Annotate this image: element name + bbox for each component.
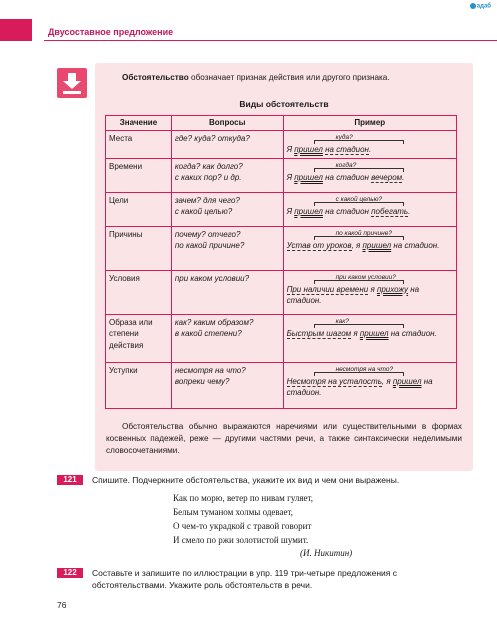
questions-cell [171, 362, 283, 408]
question-line: вопреки чему? [174, 377, 230, 386]
question-arrow-icon [314, 236, 404, 240]
exercise-number: 122 [57, 568, 83, 578]
table-row [106, 131, 457, 159]
table-row [106, 192, 457, 226]
poem-line: Как по морю, ветер по нивам гуляет, [173, 493, 314, 503]
example-cell [283, 192, 456, 226]
question-label: когда? [335, 161, 357, 169]
question-arrow-icon [314, 202, 404, 206]
questions-cell [171, 314, 283, 362]
meaning-cell: Условия [106, 270, 172, 314]
header-accent-bar [0, 19, 32, 41]
example-fragment: , я [351, 240, 363, 250]
meaning-cell: Образа или степени действия [106, 314, 172, 362]
questions-cell [171, 158, 283, 192]
question-line: по какой причине? [174, 241, 245, 250]
table-row [106, 314, 457, 362]
example-fragment: Устав от уроков [286, 240, 352, 250]
rule-intro: Обстоятельство обозначает признак действия или другого признака. [122, 73, 390, 82]
question-label: как? [335, 317, 349, 325]
question-label: по какой причине? [335, 229, 392, 237]
table-row [106, 226, 457, 270]
example-fragment: Быстрым шагом [286, 328, 352, 338]
example-fragment: . [402, 172, 405, 182]
question-arrow-icon [314, 324, 404, 328]
question-line: почему? отчего? [174, 229, 241, 239]
example-fragment: пришел [294, 172, 323, 182]
meaning-cell: Цели [106, 192, 172, 226]
poem-line: И смело по ржи золотистой шумит. [173, 535, 309, 545]
poem [173, 491, 313, 547]
example-fragment: , я [381, 376, 393, 386]
question-label: несмотря на что? [335, 365, 394, 373]
example-fragment: на стадион. [391, 240, 440, 250]
exercise-task: Спишите. Подчеркните обстоятельства, укажите их вид и чем они выражены. [92, 475, 400, 485]
questions-cell [171, 192, 283, 226]
example-cell [283, 270, 456, 314]
header-divider [44, 40, 497, 41]
example-cell [283, 314, 456, 362]
example-fragment: пришел [294, 206, 323, 216]
circumstances-table [105, 115, 457, 409]
example-cell [283, 158, 456, 192]
question-line: в какой степени? [174, 329, 242, 338]
poem-line: О чем-то украдкой с травой говорит [173, 521, 312, 531]
example-fragment: пришел [392, 376, 422, 386]
example-fragment: Я [286, 145, 295, 154]
poem-author: (И. Никитин) [300, 548, 353, 558]
question-line: с каких пор? и др. [174, 173, 242, 182]
example-fragment: Несмотря на усталость [286, 376, 382, 386]
example-fragment: на стадион [325, 145, 369, 154]
question-line: зачем? для чего? [174, 195, 240, 205]
meaning-cell: Уступки [106, 362, 172, 408]
questions-cell [171, 270, 283, 314]
example-fragment: прихожу [376, 284, 409, 294]
example-fragment: побегать [371, 206, 409, 216]
exercise-number: 121 [57, 475, 83, 485]
table-row [106, 270, 457, 314]
meaning-cell: Причины [106, 226, 172, 270]
example-fragment: на стадион [322, 172, 372, 182]
question-line: где? куда? откуда? [174, 134, 250, 143]
example-fragment: вечером [371, 172, 403, 182]
question-arrow-icon [314, 168, 404, 172]
example-fragment: я [351, 328, 360, 338]
table-title: Виды обстоятельств [239, 99, 329, 109]
questions-cell [171, 131, 283, 159]
rule-closing: Обстоятельства обычно выражаются наречиями или существительными в формах косвенных падежей, реже — другими частями речи, а также синтаксически неделимыми словосочетаниями. [106, 422, 462, 455]
download-arrow-icon [57, 68, 87, 98]
question-label: с какой целью? [335, 195, 383, 203]
table-row [106, 158, 457, 192]
exercise-task: Составьте и запишите по иллюстрации в упр. 119 три-четыре предложения с обстоятельствами. Укажите роль обстоятельств в речи. [92, 568, 397, 590]
example-fragment: Я [286, 206, 295, 216]
poem-line: Белым туманом холмы одевает, [173, 507, 294, 517]
column-header: Пример [283, 116, 456, 131]
meaning-cell: Места [106, 131, 172, 159]
example-fragment: на стадион. [286, 376, 433, 397]
column-header: Значение [106, 116, 172, 131]
example-fragment: пришел [294, 145, 323, 154]
example-cell [283, 226, 456, 270]
questions-cell [171, 226, 283, 270]
column-header: Вопросы [171, 116, 283, 131]
example-fragment: пришел [362, 240, 392, 250]
example-fragment: на стадион. [286, 284, 420, 305]
question-line: при каком условии? [174, 273, 250, 283]
question-line: как? каким образом? [174, 317, 254, 327]
section-title: Двусоставное предложение [48, 27, 174, 37]
question-line: несмотря на что? [174, 365, 246, 375]
publisher-logo: адаб [470, 3, 491, 10]
question-arrow-icon [314, 280, 404, 284]
example-fragment: Я [286, 172, 295, 182]
question-arrow-icon [314, 140, 404, 144]
question-arrow-icon [314, 372, 404, 376]
question-line: с какой целью? [174, 207, 233, 216]
example-fragment: пришел [359, 328, 389, 338]
example-fragment: . [408, 206, 411, 216]
example-fragment: на стадион. [388, 328, 437, 338]
question-label: при каком условии? [335, 273, 396, 281]
example-fragment: При наличии времени [286, 284, 369, 294]
page-number: 76 [57, 600, 67, 610]
example-cell [283, 362, 456, 408]
example-cell [283, 131, 456, 159]
example-fragment: я [368, 284, 377, 294]
table-row [106, 362, 457, 408]
question-line: когда? как долго? [174, 161, 243, 171]
logo-icon [470, 3, 476, 9]
question-label: куда? [335, 134, 353, 141]
meaning-cell: Времени [106, 158, 172, 192]
example-fragment: на стадион [322, 206, 372, 216]
example-fragment: . [368, 145, 372, 154]
